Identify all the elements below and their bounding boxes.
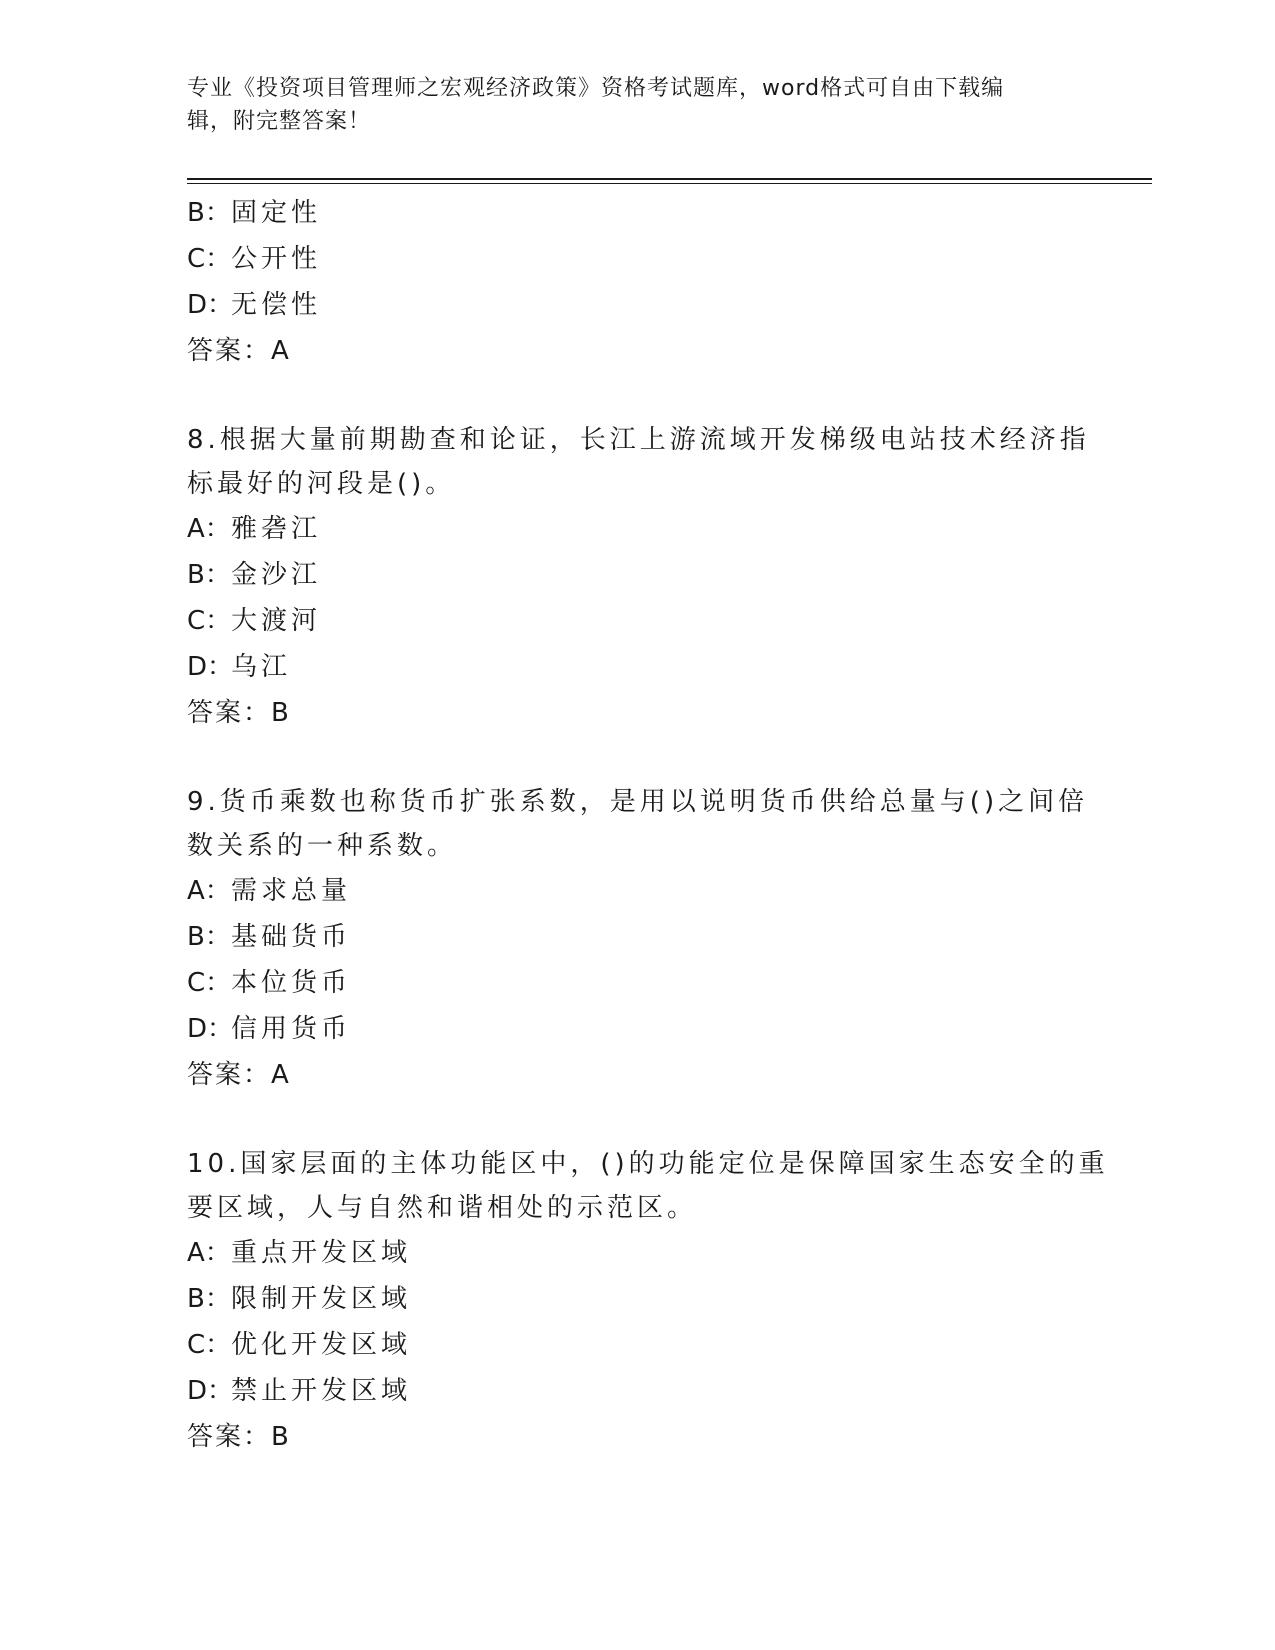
option-key: C： xyxy=(187,968,232,998)
option-key: A： xyxy=(187,876,231,906)
question-list xyxy=(187,190,1109,1460)
option-a xyxy=(187,506,1087,552)
option-text: 金沙江 xyxy=(231,560,322,590)
option-key: A： xyxy=(187,514,231,544)
option-c xyxy=(187,1322,1087,1368)
answer-line: 答案：A xyxy=(187,336,291,366)
option-key: C： xyxy=(187,244,232,274)
header-line-2: 辑，附完整答案！ xyxy=(187,109,372,134)
previous-question-tail xyxy=(187,190,1087,374)
option-key: B： xyxy=(187,560,231,590)
option-b xyxy=(187,1276,1087,1322)
spacer xyxy=(187,736,1087,780)
answer-line: 答案：B xyxy=(187,1422,291,1452)
option-d xyxy=(187,1368,1087,1414)
option-text: 优化开发区域 xyxy=(231,1330,412,1360)
option-text: 信用货币 xyxy=(231,1014,352,1044)
question-10 xyxy=(187,1142,1109,1460)
question-stem-line-2: 标最好的河段是()。 xyxy=(187,469,456,499)
option-text: 乌江 xyxy=(231,652,292,682)
option-text: 禁止开发区域 xyxy=(231,1376,412,1406)
spacer xyxy=(187,374,1087,418)
option-key: D： xyxy=(187,652,234,682)
option-c xyxy=(187,960,1087,1006)
header-line-1: 专业《投资项目管理师之宏观经济政策》资格考试题库，word格式可自由下载编 xyxy=(187,76,1005,101)
option-key: C： xyxy=(187,606,232,636)
option-text: 基础货币 xyxy=(231,922,352,952)
header-divider-thin xyxy=(187,183,1152,184)
option-c xyxy=(187,236,1087,282)
option-key: B： xyxy=(187,198,231,228)
option-key: D： xyxy=(187,1376,234,1406)
question-stem-line-1: 10.国家层面的主体功能区中，()的功能定位是保障国家生态安全的重 xyxy=(187,1149,1109,1179)
option-d xyxy=(187,644,1087,690)
document-header xyxy=(187,72,1067,138)
answer-line: 答案：B xyxy=(187,698,291,728)
header-divider-thick xyxy=(187,178,1152,180)
option-text: 重点开发区域 xyxy=(231,1238,412,1268)
option-text: 雅砻江 xyxy=(231,514,322,544)
option-d xyxy=(187,282,1087,328)
option-text: 固定性 xyxy=(231,198,322,228)
option-text: 公开性 xyxy=(231,244,322,274)
option-b xyxy=(187,914,1087,960)
option-key: D： xyxy=(187,290,234,320)
option-text: 大渡河 xyxy=(231,606,322,636)
option-a xyxy=(187,868,1087,914)
question-stem-line-2: 数关系的一种系数。 xyxy=(187,831,458,861)
option-key: B： xyxy=(187,922,231,952)
question-stem-line-2: 要区域，人与自然和谐相处的示范区。 xyxy=(187,1193,698,1223)
option-text: 本位货币 xyxy=(231,968,352,998)
option-d xyxy=(187,1006,1087,1052)
option-text: 限制开发区域 xyxy=(231,1284,412,1314)
option-text: 无偿性 xyxy=(231,290,322,320)
option-b xyxy=(187,552,1087,598)
option-c xyxy=(187,598,1087,644)
question-8 xyxy=(187,418,1090,736)
spacer xyxy=(187,1098,1087,1142)
answer-line: 答案：A xyxy=(187,1060,291,1090)
option-a xyxy=(187,1230,1087,1276)
option-key: D： xyxy=(187,1014,234,1044)
question-stem-line-1: 9.货币乘数也称货币扩张系数，是用以说明货币供给总量与()之间倍 xyxy=(187,787,1089,817)
option-text: 需求总量 xyxy=(231,876,352,906)
option-b xyxy=(187,190,1087,236)
question-9 xyxy=(187,780,1087,1098)
option-key: C： xyxy=(187,1330,232,1360)
option-key: B： xyxy=(187,1284,231,1314)
option-key: A： xyxy=(187,1238,231,1268)
question-stem-line-1: 8.根据大量前期勘查和论证，长江上游流域开发梯级电站技术经济指 xyxy=(187,425,1090,455)
